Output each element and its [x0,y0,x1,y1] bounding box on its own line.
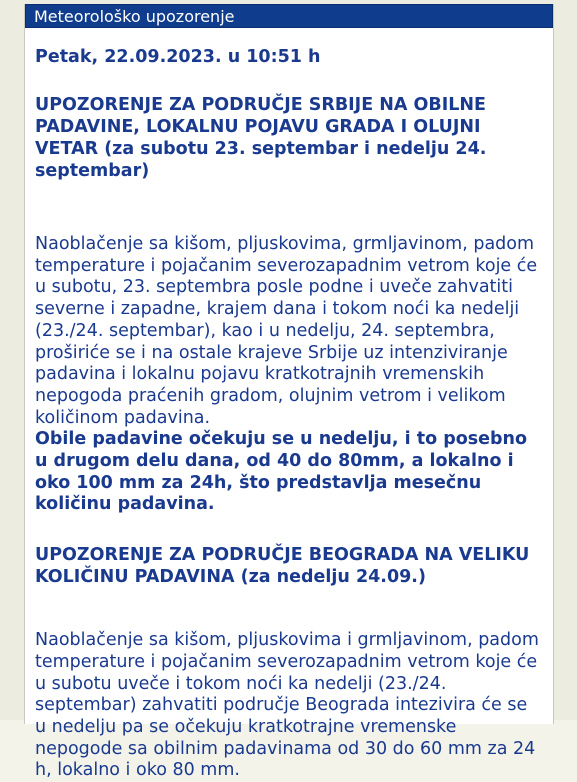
panel-header: Meteorološko upozorenje [25,4,553,28]
warning-content [25,28,553,782]
warning-panel [24,4,554,781]
serbia-warning-title: UPOZORENJE ZA PODRUČJE SRBIJE NA OBILNE PADAVINE, LOKALNU POJAVU GRADA I OLUJNI VETAR (za subotu 23. septembar i nedelju 24. septembar) [35,95,487,181]
issue-date: Petak, 22.09.2023. u 10:51 h [35,47,321,67]
belgrade-warning-body: Naoblačenje sa kišom, pljuskovima i grmljavinom, padom temperature i pojačanim severozapadnim vetrom koje će u subotu uveče i tokom noći ka nedelji (23./24. septembar) zahvatiti područje Beograda intezivira će se u nedelju pa se očekuju kratkotrajne vremenske nepogode sa obilnim padavinama od 30 do 60 mm za 24 h, lokalno i oko 80 mm. [35,630,539,781]
serbia-warning-body: Naoblačenje sa kišom, pljuskovima, grmljavinom, padom temperature i pojačanim severozapadnim vetrom koje će u subotu, 23. septembra posle podne i uveče zahvatiti severne i zapadne, krajem dana i tokom noći ka nedelji (23./24. septembar), kao i u nedelju, 24. septembra, proširiće se i na ostale krajeve Srbije uz intenziviranje padavina i lokalnu pojavu kratkotrajnih vremenskih nepogoda praćenih gradom, olujnim vetrom i velikom količinom padavina. [35,234,538,428]
belgrade-warning-title: UPOZORENJE ZA PODRUČJE BEOGRADA NA VELIKU KOLIČINU PADAVINA (za nedelju 24.09.) [35,545,530,588]
serbia-warning-emphasis: Obile padavine očekuju se u nedelju, i to posebno u drugom delu dana, od 40 do 80mm, a lokalno i oko 100 mm za 24h, što predstavlja mesečnu količinu padavina. [35,429,528,515]
